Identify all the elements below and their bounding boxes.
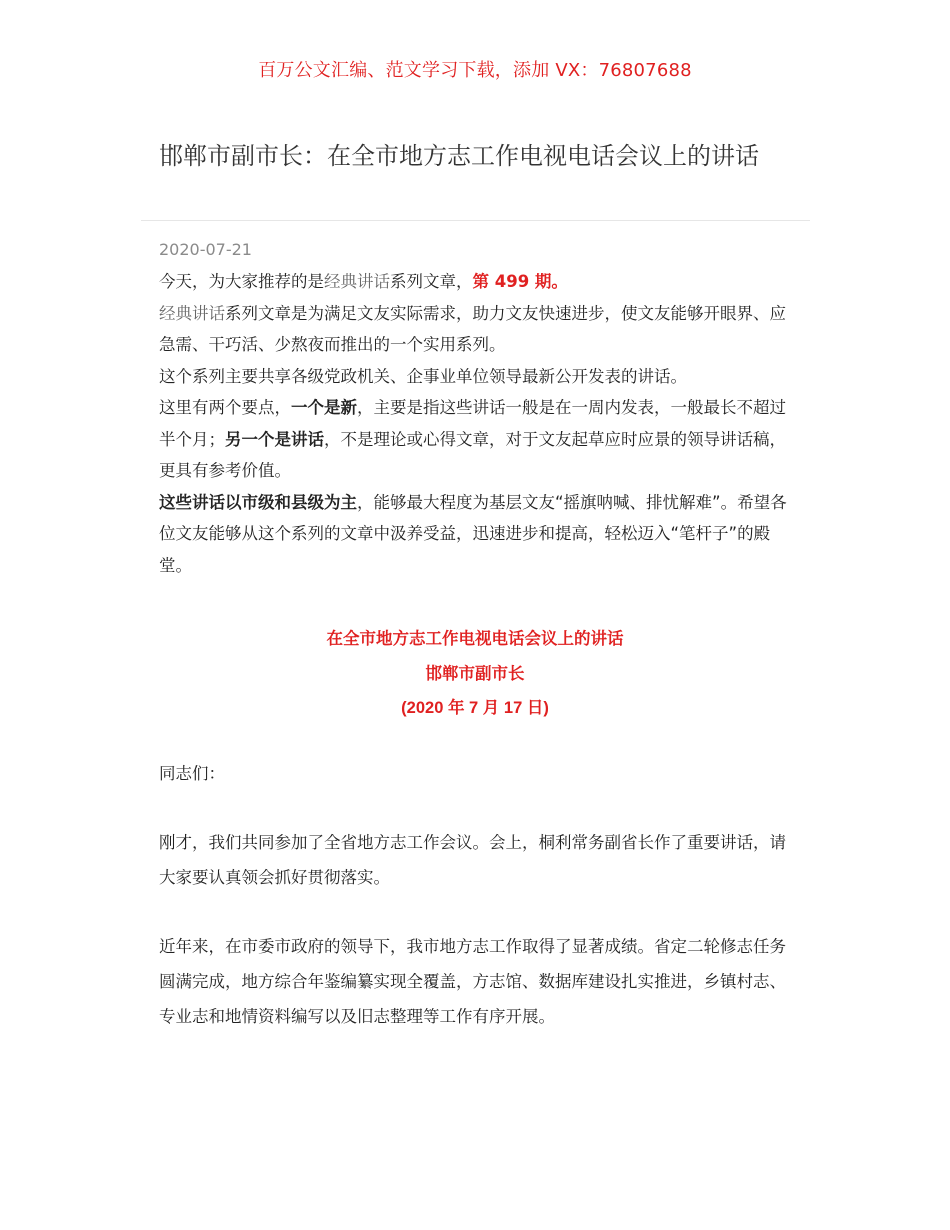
emphasis-text: 另一个是讲话 xyxy=(225,429,324,449)
intro-paragraph: 这个系列主要共享各级党政机关、企事业单位领导最新公开发表的讲话。 xyxy=(159,366,687,386)
speech-speaker: 邯郸市副市长 xyxy=(425,664,525,683)
intro-text: ，主要是指这些讲话一般是在一周内发表，一般最长不超过半个月； xyxy=(159,398,786,449)
emphasis-text: 一个是新 xyxy=(291,398,357,417)
emphasis-text: 这些讲话以市级和县级为主 xyxy=(159,492,357,512)
intro-paragraph xyxy=(159,392,799,487)
intro-text: 这里有两个要点， xyxy=(159,398,291,417)
intro-text: 今天，为大家推荐的是 xyxy=(159,272,324,291)
publish-date: 2020-07-21 xyxy=(159,240,252,259)
series-intro xyxy=(159,266,799,581)
speech-header xyxy=(0,622,950,726)
intro-paragraph xyxy=(159,266,799,298)
article-title: 邯郸市副市长：在全市地方志工作电视电话会议上的讲话 xyxy=(159,142,759,170)
series-link[interactable]: 经典讲话 xyxy=(159,303,225,323)
series-link[interactable]: 经典讲话 xyxy=(324,272,390,291)
intro-paragraph xyxy=(159,298,799,361)
speech-paragraph: 近年来，在市委市政府的领导下，我市地方志工作取得了显著成绩。省定二轮修志任务圆满完成，地方综合年鉴编纂实现全覆盖，方志馆、数据库建设扎实推进，乡镇村志、专业志和地情资料编写以及旧志整理等工作有序开展。 xyxy=(159,937,786,1026)
intro-text: ，能够最大程度为基层文友“摇旗呐喊、排忧解难”。希望各位文友能够从这个系列的文章中汲养受益，迅速进步和提高，轻松迈入“笔杆子”的殿堂。 xyxy=(159,492,787,575)
speech-paragraph: 刚才，我们共同参加了全省地方志工作会议。会上，桐利常务副省长作了重要讲话，请大家要认真领会抓好贯彻落实。 xyxy=(159,833,786,887)
intro-paragraph xyxy=(159,487,799,582)
speech-date: (2020 年 7 月 17 日) xyxy=(401,699,549,717)
issue-number: 第 499 期。 xyxy=(472,272,568,291)
intro-text: ，不是理论或心得文章，对于文友起草应时应景的领导讲话稿，更具有参考价值。 xyxy=(159,429,786,480)
salutation: 同志们： xyxy=(159,764,225,783)
intro-text: 系列文章， xyxy=(390,272,473,291)
promo-banner: 百万公文汇编、范文学习下载，添加 VX：76807688 xyxy=(258,60,692,81)
title-divider xyxy=(141,220,810,221)
speech-heading: 在全市地方志工作电视电话会议上的讲话 xyxy=(326,630,624,648)
intro-text: 系列文章是为满足文友实际需求，助力文友快速进步，使文友能够开眼界、应急需、干巧活、少熬夜而推出的一个实用系列。 xyxy=(159,303,786,354)
